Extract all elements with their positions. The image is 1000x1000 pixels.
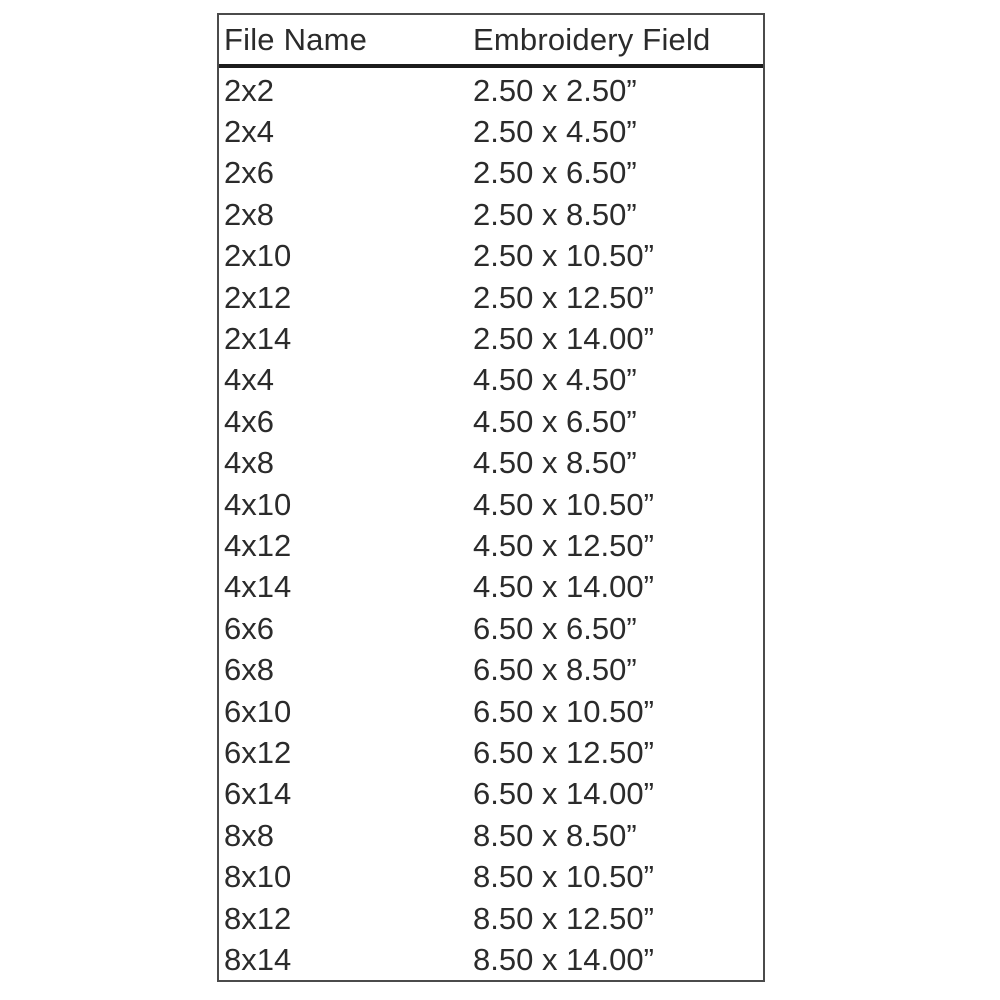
- table-row: [219, 360, 763, 401]
- table-row: [219, 194, 763, 235]
- file-name-cell: 8x12: [224, 900, 292, 936]
- file-name-cell: 2x6: [224, 155, 274, 191]
- table-row: [219, 567, 763, 608]
- file-name-cell: 4x4: [224, 362, 274, 398]
- embroidery-field-cell: 6.50 x 6.50”: [473, 610, 637, 646]
- table-row: [219, 691, 763, 732]
- table-row: [219, 774, 763, 815]
- table-row: [219, 401, 763, 442]
- table-row: [219, 111, 763, 152]
- file-name-cell: 4x8: [224, 445, 274, 481]
- embroidery-field-cell: 4.50 x 6.50”: [473, 403, 637, 439]
- file-name-cell: 4x12: [224, 527, 292, 563]
- embroidery-field-cell: 4.50 x 10.50”: [473, 486, 654, 522]
- file-name-cell: 2x12: [224, 279, 292, 315]
- table-row: [219, 318, 763, 359]
- table-row: [219, 525, 763, 566]
- table-row: [219, 815, 763, 856]
- file-name-cell: 6x6: [224, 610, 274, 646]
- table-row: [219, 236, 763, 277]
- embroidery-field-cell: 8.50 x 10.50”: [473, 859, 654, 895]
- embroidery-field-cell: 2.50 x 2.50”: [473, 72, 637, 108]
- column-header-file-name: File Name: [224, 21, 368, 57]
- embroidery-field-cell: 8.50 x 8.50”: [473, 817, 637, 853]
- file-name-cell: 8x14: [224, 941, 292, 977]
- table-row: [219, 484, 763, 525]
- file-name-cell: 6x10: [224, 693, 292, 729]
- table-row: [219, 732, 763, 773]
- table-row: [219, 856, 763, 897]
- table-header-row: [219, 15, 763, 68]
- embroidery-size-table: [217, 13, 765, 982]
- embroidery-field-cell: 2.50 x 14.00”: [473, 321, 654, 357]
- embroidery-field-cell: 4.50 x 4.50”: [473, 362, 637, 398]
- file-name-cell: 8x10: [224, 859, 292, 895]
- file-name-cell: 2x10: [224, 238, 292, 274]
- file-name-cell: 2x8: [224, 196, 274, 232]
- embroidery-field-cell: 8.50 x 14.00”: [473, 941, 654, 977]
- embroidery-field-cell: 6.50 x 12.50”: [473, 734, 654, 770]
- file-name-cell: 4x10: [224, 486, 292, 522]
- file-name-cell: 2x14: [224, 321, 292, 357]
- table-row: [219, 443, 763, 484]
- table-row: [219, 608, 763, 649]
- table-row: [219, 898, 763, 939]
- table-body: [219, 68, 763, 983]
- embroidery-field-cell: 6.50 x 14.00”: [473, 776, 654, 812]
- file-name-cell: 6x14: [224, 776, 292, 812]
- embroidery-field-cell: 4.50 x 12.50”: [473, 527, 654, 563]
- embroidery-field-cell: 6.50 x 10.50”: [473, 693, 654, 729]
- file-name-cell: 2x2: [224, 72, 274, 108]
- file-name-cell: 6x12: [224, 734, 292, 770]
- column-header-embroidery-field: Embroidery Field: [473, 21, 711, 57]
- table-row: [219, 153, 763, 194]
- embroidery-field-cell: 2.50 x 6.50”: [473, 155, 637, 191]
- embroidery-field-cell: 4.50 x 14.00”: [473, 569, 654, 605]
- file-name-cell: 6x8: [224, 652, 274, 688]
- embroidery-field-cell: 2.50 x 10.50”: [473, 238, 654, 274]
- table-row: [219, 277, 763, 318]
- table-row: [219, 939, 763, 980]
- embroidery-field-cell: 2.50 x 12.50”: [473, 279, 654, 315]
- table-row: [219, 649, 763, 690]
- embroidery-field-cell: 8.50 x 12.50”: [473, 900, 654, 936]
- embroidery-field-cell: 6.50 x 8.50”: [473, 652, 637, 688]
- embroidery-field-cell: 4.50 x 8.50”: [473, 445, 637, 481]
- file-name-cell: 8x8: [224, 817, 274, 853]
- embroidery-field-cell: 2.50 x 4.50”: [473, 114, 637, 150]
- file-name-cell: 4x14: [224, 569, 292, 605]
- file-name-cell: 2x4: [224, 114, 274, 150]
- table-row: [219, 70, 763, 111]
- embroidery-field-cell: 2.50 x 8.50”: [473, 196, 637, 232]
- file-name-cell: 4x6: [224, 403, 274, 439]
